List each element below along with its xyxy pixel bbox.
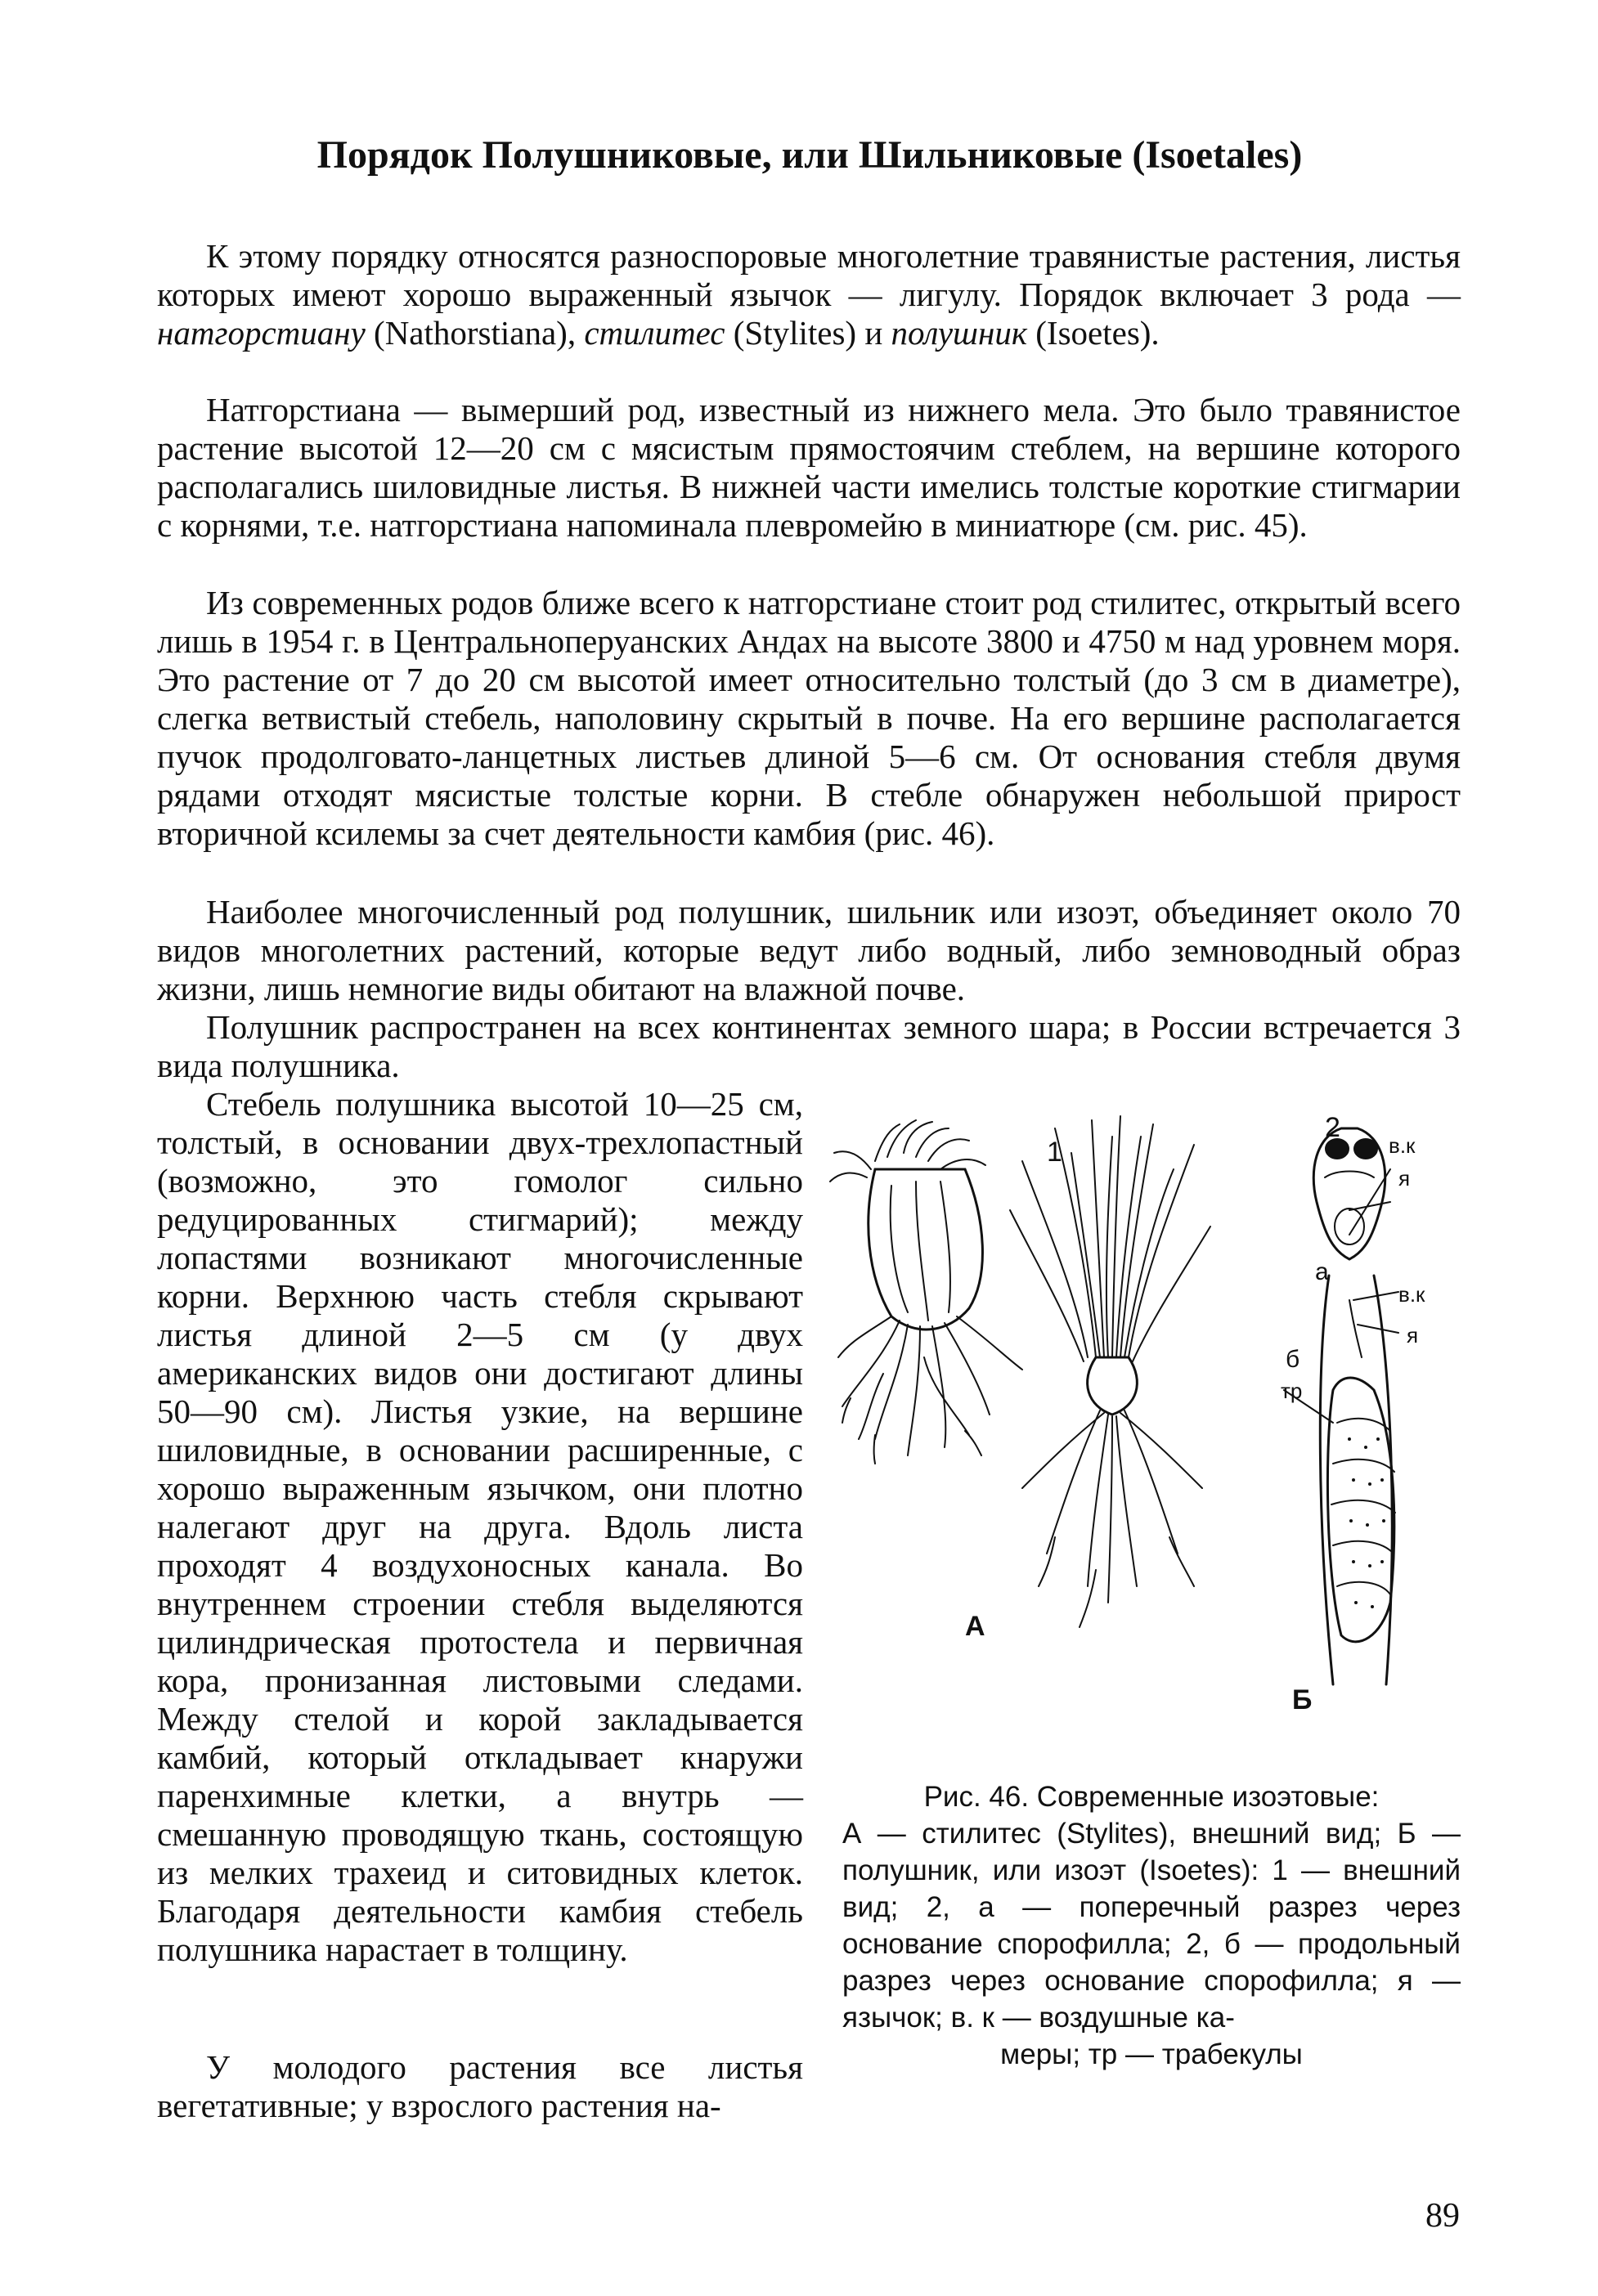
- genus-nathorstiana: натгорстиану: [157, 314, 366, 352]
- genus-stylites: стилитес: [584, 314, 725, 352]
- paragraph-5: Полушник распространен на всех континентах земного шара; в России встречается 3 вида полушника.: [157, 1008, 1461, 1084]
- figure-label-B: Б: [1292, 1684, 1313, 1715]
- paragraph-7: У молодого растения все листья вегетативные; у взрослого растения на-: [157, 2048, 803, 2124]
- figure-caption: [842, 1778, 1461, 2073]
- genus-isoetes: полушник: [891, 314, 1028, 352]
- paragraph-1: [157, 237, 1461, 352]
- paragraph-4: Наиболее многочисленный род полушник, шильник или изоэт, объединяет около 70 видов многолетних растений, которые ведут либо водный, либо земноводный образ жизни, лишь немногие виды обитают на влажной почве.: [157, 893, 1461, 1007]
- section-heading: Порядок Полушниковые, или Шильниковые (Isoetales): [316, 133, 1303, 177]
- sporophyll-cross-section: [1284, 1128, 1398, 1684]
- paragraph-1-text-e: (Stylites) и: [725, 314, 891, 352]
- figure-label-2: 2: [1325, 1112, 1340, 1143]
- paragraph-1-text-c: (Nathorstiana),: [365, 314, 585, 352]
- figure-label-vk-top: в.к: [1389, 1133, 1416, 1158]
- figure-label-ya-mid: я: [1407, 1323, 1419, 1348]
- page-number: 89: [1425, 2197, 1460, 2235]
- paragraph-6: Стебель полушника высотой 10—25 см, толстый, в основании двух-трехлопастный (возможно, это гомолог сильно редуцированных стигмарий); между лопастями возникают многочисленные корни. Верхнюю часть стебля скрывают листья длиной 2—5 см (у двух американских видов они достигают длины 50—90 см). Листья узкие, на вершине шиловидные, в основании расширенные, с хорошо выраженным язычком, они плотно налегают друг на друга. Вдоль листа проходят 4 воздухоносных канала. Во внутреннем строении стебля выделяются цилиндрическая протостела и первичная кора, пронизанная листовыми следами. Между стелой и корой закладывается камбий, который откладывает кнаружи паренхимные клетки, а внутрь — смешанную проводящую ткань, состоящую из мелких трахеид и ситовидных клеток. Благодаря деятельности камбия стебель полушника нарастает в толщину.: [157, 1085, 803, 1968]
- stylites-drawing: [830, 1120, 1022, 1464]
- paragraph-1-text-a: К этому порядку относятся разноспоровые многолетние травянистые растения, листья которых имеют хорошо выраженный язычок — лигулу. Порядок включает 3 рода —: [157, 237, 1461, 313]
- figure-label-1: 1: [1047, 1137, 1062, 1168]
- caption-body: А — стилитес (Stylites), внешний вид; Б — полушник, или изоэт (Isoetes): 1 — внешний вид; 2, а — поперечный разрез через основание спорофилла; 2, б — продольный разрез через основание спорофилла; я — язычок; в. к — воздушные ка-: [842, 1818, 1461, 2034]
- figure-label-a: а: [1315, 1258, 1329, 1285]
- figure-label-vk-mid: в.к: [1398, 1282, 1425, 1307]
- figure-46-illustration: [826, 1112, 1472, 1758]
- isoetes-drawing: [1010, 1116, 1210, 1627]
- paragraph-2: Натгорстиана — вымерший род, известный из нижнего мела. Это было травянистое растение высотой 12—20 см с мясистым прямостоячим стеблем, на вершине которого располагались шиловидные листья. В нижней части имелись толстые короткие стигмарии с корнями, т.е. натгорстиана напоминала плевромейю в миниатюре (см. рис. 45).: [157, 391, 1461, 544]
- figure-label-A: А: [965, 1611, 985, 1642]
- figure-label-ya-top: я: [1398, 1166, 1411, 1191]
- paragraph-3: Из современных родов ближе всего к натгорстиане стоит род стилитес, открытый всего лишь в 1954 г. в Центральноперуанских Андах на высоте 3800 и 4750 м над уровнем моря. Это растение от 7 до 20 см высотой имеет относительно толстый (до 3 см в диаметре), слегка ветвистый стебель, наполовину скрытый в почве. На его вершине располагается пучок продолговато-ланцетных листьев длиной 5—6 см. От основания стебля двумя рядами отходят мясистые толстые корни. В стебле обнаружен небольшой прирост вторичной ксилемы за счет деятельности камбия (рис. 46).: [157, 584, 1461, 852]
- figure-label-tr: тр: [1281, 1379, 1303, 1403]
- caption-last-line: меры; тр — трабекулы: [1000, 2038, 1303, 2070]
- paragraph-1-text-g: (Isoetes).: [1027, 314, 1160, 352]
- caption-title: Рис. 46. Современные изоэтовые:: [923, 1781, 1380, 1813]
- figure-label-b: б: [1286, 1346, 1300, 1373]
